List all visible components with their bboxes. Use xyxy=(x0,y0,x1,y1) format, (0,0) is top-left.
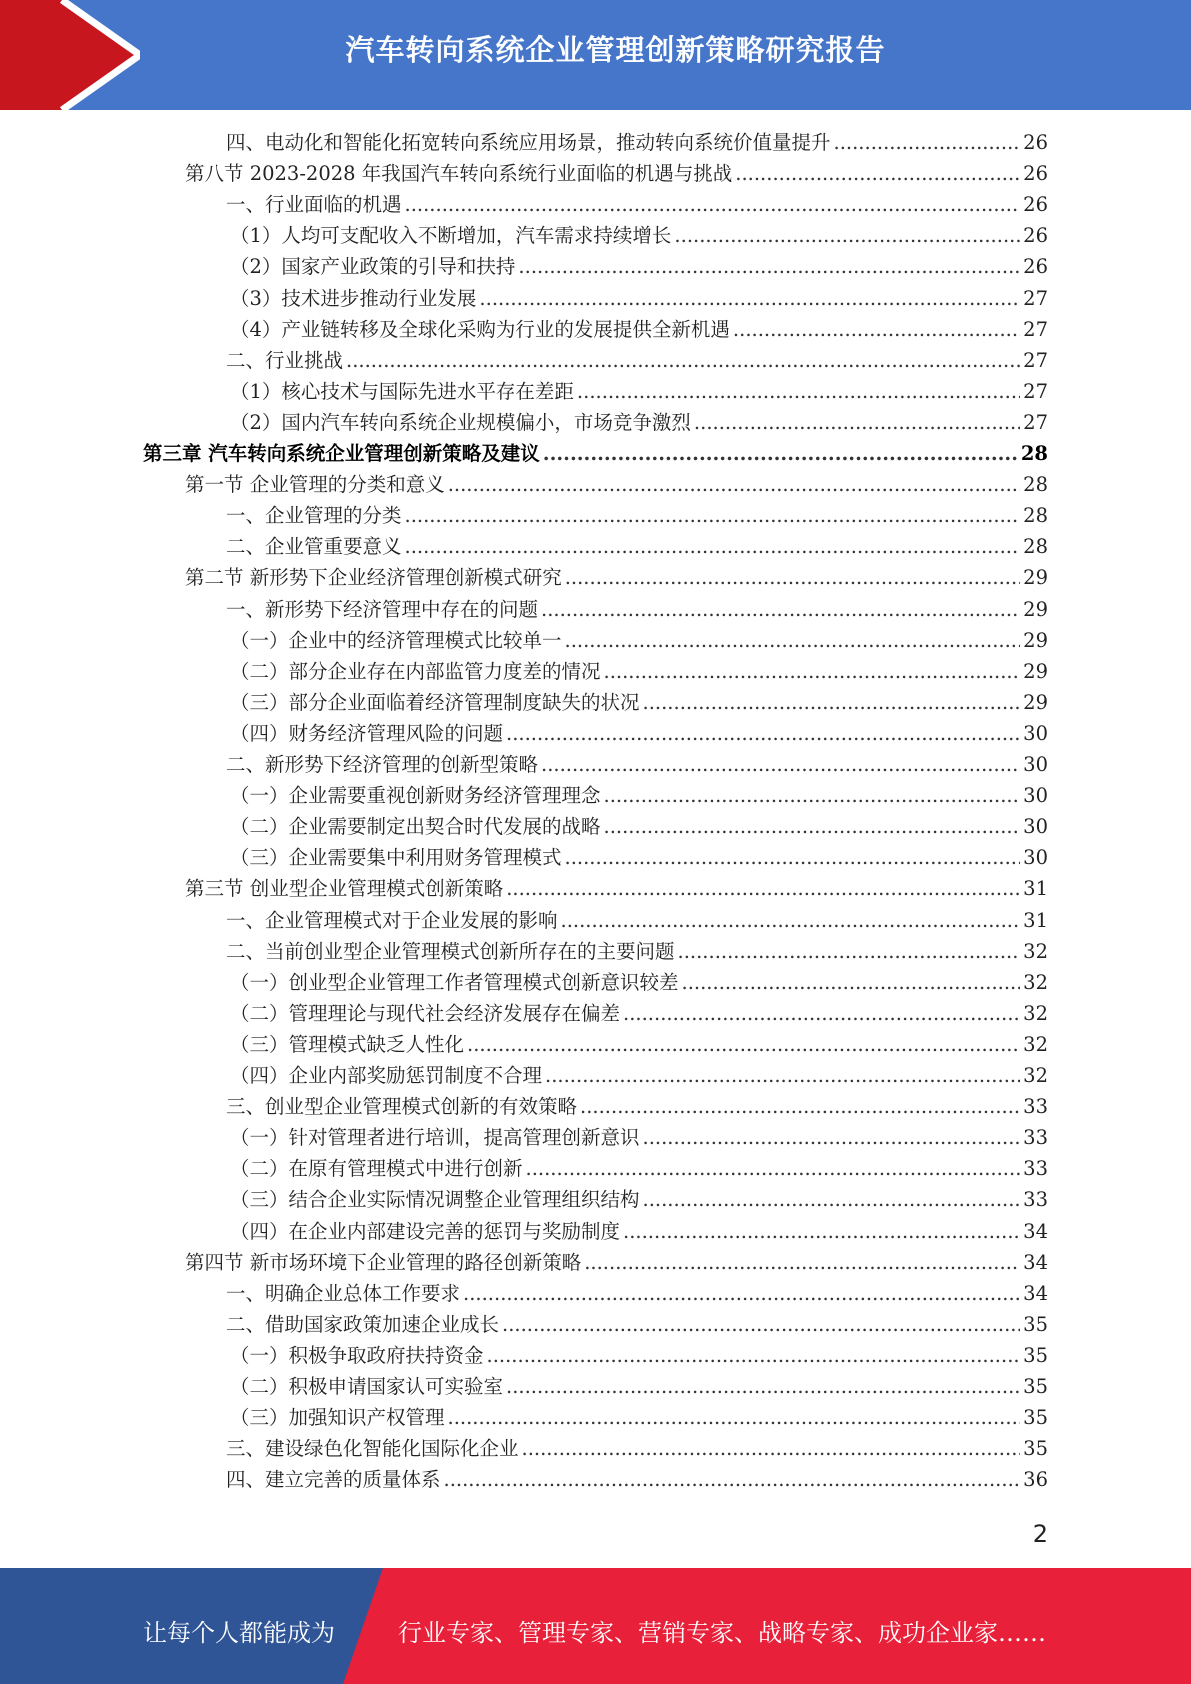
toc-dot-leader xyxy=(584,1251,1020,1274)
toc-dot-leader xyxy=(623,1220,1020,1243)
toc-dot-leader xyxy=(678,940,1021,963)
toc-entry[interactable] xyxy=(226,1091,1048,1121)
footer-slogan-left: 让每个人都能成为 xyxy=(143,1619,335,1647)
toc-entry-page: 32 xyxy=(1023,970,1048,994)
toc-entry-label: 一、明确企业总体工作要求 xyxy=(226,1281,461,1305)
toc-entry-label: （三）管理模式缺乏人性化 xyxy=(230,1032,465,1056)
toc-entry-page: 28 xyxy=(1023,473,1048,497)
toc-entry-label: 四、建立完善的质量体系 xyxy=(226,1468,441,1492)
toc-entry[interactable] xyxy=(226,1309,1048,1339)
toc-dot-leader xyxy=(643,1126,1021,1149)
toc-entry-label: 一、行业面临的机遇 xyxy=(226,193,402,217)
toc-entry[interactable] xyxy=(230,407,1048,437)
toc-entry-label: 第三章 汽车转向系统企业管理创新策略及建议 xyxy=(143,442,540,465)
toc-entry-page: 30 xyxy=(1023,815,1048,839)
toc-dot-leader xyxy=(518,255,1020,278)
toc-entry-page: 35 xyxy=(1023,1437,1048,1461)
toc-entry-page: 31 xyxy=(1023,908,1048,932)
toc-entry-page: 32 xyxy=(1023,1064,1048,1087)
toc-dot-leader xyxy=(502,1313,1020,1336)
toc-dot-leader xyxy=(834,131,1021,154)
toc-entry[interactable] xyxy=(230,1371,1048,1401)
page-header xyxy=(0,0,1191,110)
toc-entry-page: 26 xyxy=(1023,162,1048,186)
toc-entry-label: （1）人均可支配收入不断增加，汽车需求持续增长 xyxy=(230,224,672,248)
toc-entry-label: 第三节 创业型企业管理模式创新策略 xyxy=(185,877,504,901)
toc-entry-page: 27 xyxy=(1023,317,1048,341)
toc-entry-label: （四）财务经济管理风险的问题 xyxy=(230,721,504,745)
toc-entry[interactable] xyxy=(185,1247,1048,1277)
toc-entry-page: 26 xyxy=(1023,193,1048,217)
toc-entry-page: 35 xyxy=(1023,1343,1048,1367)
toc-entry[interactable] xyxy=(230,718,1048,748)
toc-dot-leader xyxy=(526,1157,1021,1180)
toc-entry-label: （3）技术进步推动行业发展 xyxy=(230,286,477,310)
toc-entry[interactable] xyxy=(226,500,1048,530)
toc-dot-leader xyxy=(541,753,1020,776)
toc-entry-page: 27 xyxy=(1023,410,1048,434)
toc-entry[interactable] xyxy=(230,625,1048,655)
toc-entry-label: 四、电动化和智能化拓宽转向系统应用场景，推动转向系统价值量提升 xyxy=(226,131,831,154)
toc-entry[interactable] xyxy=(226,936,1048,966)
toc-dot-leader xyxy=(735,162,1020,185)
toc-entry[interactable] xyxy=(230,1060,1048,1090)
toc-entry[interactable] xyxy=(230,1340,1048,1370)
toc-dot-leader xyxy=(604,815,1021,838)
toc-entry-label: 第四节 新市场环境下企业管理的路径创新策略 xyxy=(185,1250,582,1274)
toc-dot-leader xyxy=(543,442,1018,465)
toc-entry[interactable] xyxy=(230,1153,1048,1183)
toc-entry[interactable] xyxy=(185,158,1048,188)
toc-entry-page: 27 xyxy=(1023,379,1048,403)
toc-dot-leader xyxy=(565,629,1021,652)
toc-entry[interactable] xyxy=(226,1464,1048,1494)
toc-dot-leader xyxy=(463,1282,1020,1305)
toc-entry-label: （4）产业链转移及全球化采购为行业的发展提供全新机遇 xyxy=(230,317,730,341)
toc-entry-label: 二、新形势下经济管理的创新型策略 xyxy=(226,753,539,776)
toc-dot-leader xyxy=(405,535,1021,558)
toc-entry[interactable] xyxy=(226,531,1048,561)
toc-entry[interactable] xyxy=(143,438,1048,468)
toc-entry-page: 26 xyxy=(1023,255,1048,279)
toc-entry-label: （四）在企业内部建设完善的惩罚与奖励制度 xyxy=(230,1219,621,1243)
toc-entry[interactable] xyxy=(230,283,1048,313)
toc-entry-label: 三、创业型企业管理模式创新的有效策略 xyxy=(226,1095,578,1119)
toc-entry[interactable] xyxy=(185,469,1048,499)
toc-entry[interactable] xyxy=(230,1402,1048,1432)
toc-dot-leader xyxy=(346,349,1020,372)
toc-entry-page: 35 xyxy=(1023,1375,1048,1398)
toc-dot-leader xyxy=(405,193,1021,216)
toc-entry-page: 29 xyxy=(1023,659,1048,683)
toc-entry-label: 一、企业管理模式对于企业发展的影响 xyxy=(226,908,558,932)
toc-entry[interactable] xyxy=(230,656,1048,686)
toc-entry-page: 34 xyxy=(1023,1281,1048,1305)
toc-entry-label: （二）积极申请国家认可实验室 xyxy=(230,1375,504,1398)
toc-dot-leader xyxy=(674,224,1020,247)
toc-entry-label: （四）企业内部奖励惩罚制度不合理 xyxy=(230,1064,543,1087)
toc-entry-page: 29 xyxy=(1023,690,1048,714)
toc-entry-label: （2）国内汽车转向系统企业规模偏小，市场竞争激烈 xyxy=(230,410,691,434)
toc-entry-label: （一）创业型企业管理工作者管理模式创新意识较差 xyxy=(230,970,679,994)
toc-entry-page: 33 xyxy=(1023,1157,1048,1181)
toc-entry-label: （三）结合企业实际情况调整企业管理组织结构 xyxy=(230,1188,640,1212)
toc-entry[interactable] xyxy=(230,220,1048,250)
toc-dot-leader xyxy=(565,566,1020,589)
toc-entry-label: 二、当前创业型企业管理模式创新所存在的主要问题 xyxy=(226,939,675,963)
toc-entry[interactable] xyxy=(226,345,1048,375)
toc-entry-page: 35 xyxy=(1023,1312,1048,1336)
toc-entry-page: 30 xyxy=(1023,784,1048,808)
toc-entry-page: 27 xyxy=(1023,286,1048,310)
toc-entry-label: （三）企业需要集中利用财务管理模式 xyxy=(230,846,562,870)
toc-entry-label: 第八节 2023-2028 年我国汽车转向系统行业面临的机遇与挑战 xyxy=(185,162,733,186)
toc-entry-page: 31 xyxy=(1023,877,1048,901)
toc-entry-label: （一）企业中的经济管理模式比较单一 xyxy=(230,628,562,652)
toc-entry-page: 28 xyxy=(1023,504,1048,528)
toc-entry-page: 26 xyxy=(1023,131,1048,154)
page-footer xyxy=(0,1568,1191,1684)
toc-entry-page: 35 xyxy=(1023,1406,1048,1430)
toc-entry[interactable] xyxy=(226,749,1048,779)
toc-entry-label: （一）针对管理者进行培训，提高管理创新意识 xyxy=(230,1126,640,1150)
toc-entry-page: 36 xyxy=(1023,1468,1048,1492)
toc-entry[interactable] xyxy=(230,687,1048,717)
toc-entry-label: 一、企业管理的分类 xyxy=(226,504,402,528)
toc-entry[interactable] xyxy=(230,314,1048,344)
toc-entry-page: 30 xyxy=(1023,721,1048,745)
toc-entry[interactable] xyxy=(230,811,1048,841)
toc-entry-label: （二）企业需要制定出契合时代发展的战略 xyxy=(230,815,601,839)
footer-slogan-right: 行业专家、管理专家、营销专家、战略专家、成功企业家…… xyxy=(398,1619,1046,1647)
toc-dot-leader xyxy=(444,1468,1021,1491)
toc-entry-label: 二、借助国家政策加速企业成长 xyxy=(226,1312,500,1336)
toc-entry-page: 32 xyxy=(1023,1032,1048,1056)
toc-entry[interactable] xyxy=(230,376,1048,406)
toc-dot-leader xyxy=(623,1002,1020,1025)
toc-entry-page: 29 xyxy=(1023,566,1048,590)
toc-entry[interactable] xyxy=(185,873,1048,903)
toc-dot-leader xyxy=(405,504,1021,527)
toc-entry-label: （一）企业需要重视创新财务经济管理理念 xyxy=(230,784,601,808)
toc-entry[interactable] xyxy=(226,1278,1048,1308)
toc-entry[interactable] xyxy=(230,998,1048,1028)
toc-entry-page: 33 xyxy=(1023,1095,1048,1119)
toc-entry-label: （三）加强知识产权管理 xyxy=(230,1406,445,1430)
toc-entry[interactable] xyxy=(226,905,1048,935)
toc-dot-leader xyxy=(506,1375,1020,1398)
toc-dot-leader xyxy=(643,691,1021,714)
toc-entry[interactable] xyxy=(226,127,1048,157)
toc-entry-label: （1）核心技术与国际先进水平存在差距 xyxy=(230,379,574,403)
toc-dot-leader xyxy=(479,287,1020,310)
toc-dot-leader xyxy=(541,598,1020,621)
toc-entry-page: 27 xyxy=(1023,348,1048,372)
toc-dot-leader xyxy=(604,660,1021,683)
toc-entry-page: 26 xyxy=(1023,224,1048,248)
toc-entry-label: 二、行业挑战 xyxy=(226,348,344,372)
toc-entry[interactable] xyxy=(230,251,1048,281)
toc-dot-leader xyxy=(545,1064,1020,1087)
toc-entry-label: （二）在原有管理模式中进行创新 xyxy=(230,1157,523,1181)
toc-dot-leader xyxy=(694,411,1020,434)
toc-entry[interactable] xyxy=(230,967,1048,997)
toc-dot-leader xyxy=(643,1188,1021,1211)
toc-entry-label: 三、建设绿色化智能化国际化企业 xyxy=(226,1437,519,1461)
toc-entry-label: 第一节 企业管理的分类和意义 xyxy=(185,473,445,497)
toc-entry[interactable] xyxy=(226,594,1048,624)
toc-entry[interactable] xyxy=(230,780,1048,810)
toc-dot-leader xyxy=(733,318,1020,341)
toc-entry[interactable] xyxy=(230,1216,1048,1246)
toc-entry-page: 34 xyxy=(1023,1250,1048,1274)
toc-entry[interactable] xyxy=(230,1029,1048,1059)
toc-entry[interactable] xyxy=(230,842,1048,872)
toc-dot-leader xyxy=(506,722,1020,745)
toc-entry[interactable] xyxy=(185,562,1048,592)
toc-dot-leader xyxy=(682,971,1021,994)
toc-entry-page: 34 xyxy=(1023,1219,1048,1243)
toc-entry[interactable] xyxy=(226,189,1048,219)
toc-dot-leader xyxy=(522,1437,1021,1460)
toc-entry-page: 28 xyxy=(1023,535,1048,559)
toc-entry[interactable] xyxy=(230,1184,1048,1214)
toc-entry-page: 30 xyxy=(1023,846,1048,870)
toc-dot-leader xyxy=(506,877,1020,900)
toc-dot-leader xyxy=(448,1406,1021,1429)
toc-entry[interactable] xyxy=(226,1433,1048,1463)
toc-entry-label: （一）积极争取政府扶持资金 xyxy=(230,1343,484,1367)
toc-dot-leader xyxy=(448,473,1020,496)
toc-entry-page: 28 xyxy=(1020,442,1048,465)
toc-dot-leader xyxy=(604,784,1021,807)
report-title: 汽车转向系统企业管理创新策略研究报告 xyxy=(345,33,886,67)
toc-dot-leader xyxy=(487,1344,1021,1367)
page-number: 2 xyxy=(1032,1520,1048,1548)
toc-entry-page: 33 xyxy=(1023,1188,1048,1212)
toc-dot-leader xyxy=(565,846,1021,869)
toc-entry-label: 第二节 新形势下企业经济管理创新模式研究 xyxy=(185,566,562,590)
toc-dot-leader xyxy=(561,909,1021,932)
toc-entry-label: （二）部分企业存在内部监管力度差的情况 xyxy=(230,659,601,683)
toc-entry[interactable] xyxy=(230,1122,1048,1152)
toc-entry-label: （三）部分企业面临着经济管理制度缺失的状况 xyxy=(230,690,640,714)
toc-entry-page: 33 xyxy=(1023,1126,1048,1150)
toc-entry-label: 二、企业管重要意义 xyxy=(226,535,402,559)
toc-entry-label: （二）管理理论与现代社会经济发展存在偏差 xyxy=(230,1001,621,1025)
toc-entry-label: 一、新形势下经济管理中存在的问题 xyxy=(226,597,539,621)
toc-dot-leader xyxy=(467,1033,1020,1056)
toc-entry-page: 29 xyxy=(1023,597,1048,621)
toc-dot-leader xyxy=(577,380,1020,403)
toc-entry-page: 30 xyxy=(1023,753,1048,776)
toc-entry-page: 29 xyxy=(1023,628,1048,652)
toc-dot-leader xyxy=(580,1095,1020,1118)
toc-entry-page: 32 xyxy=(1023,939,1048,963)
toc-entry-label: （2）国家产业政策的引导和扶持 xyxy=(230,255,516,279)
toc-entry-page: 32 xyxy=(1023,1001,1048,1025)
